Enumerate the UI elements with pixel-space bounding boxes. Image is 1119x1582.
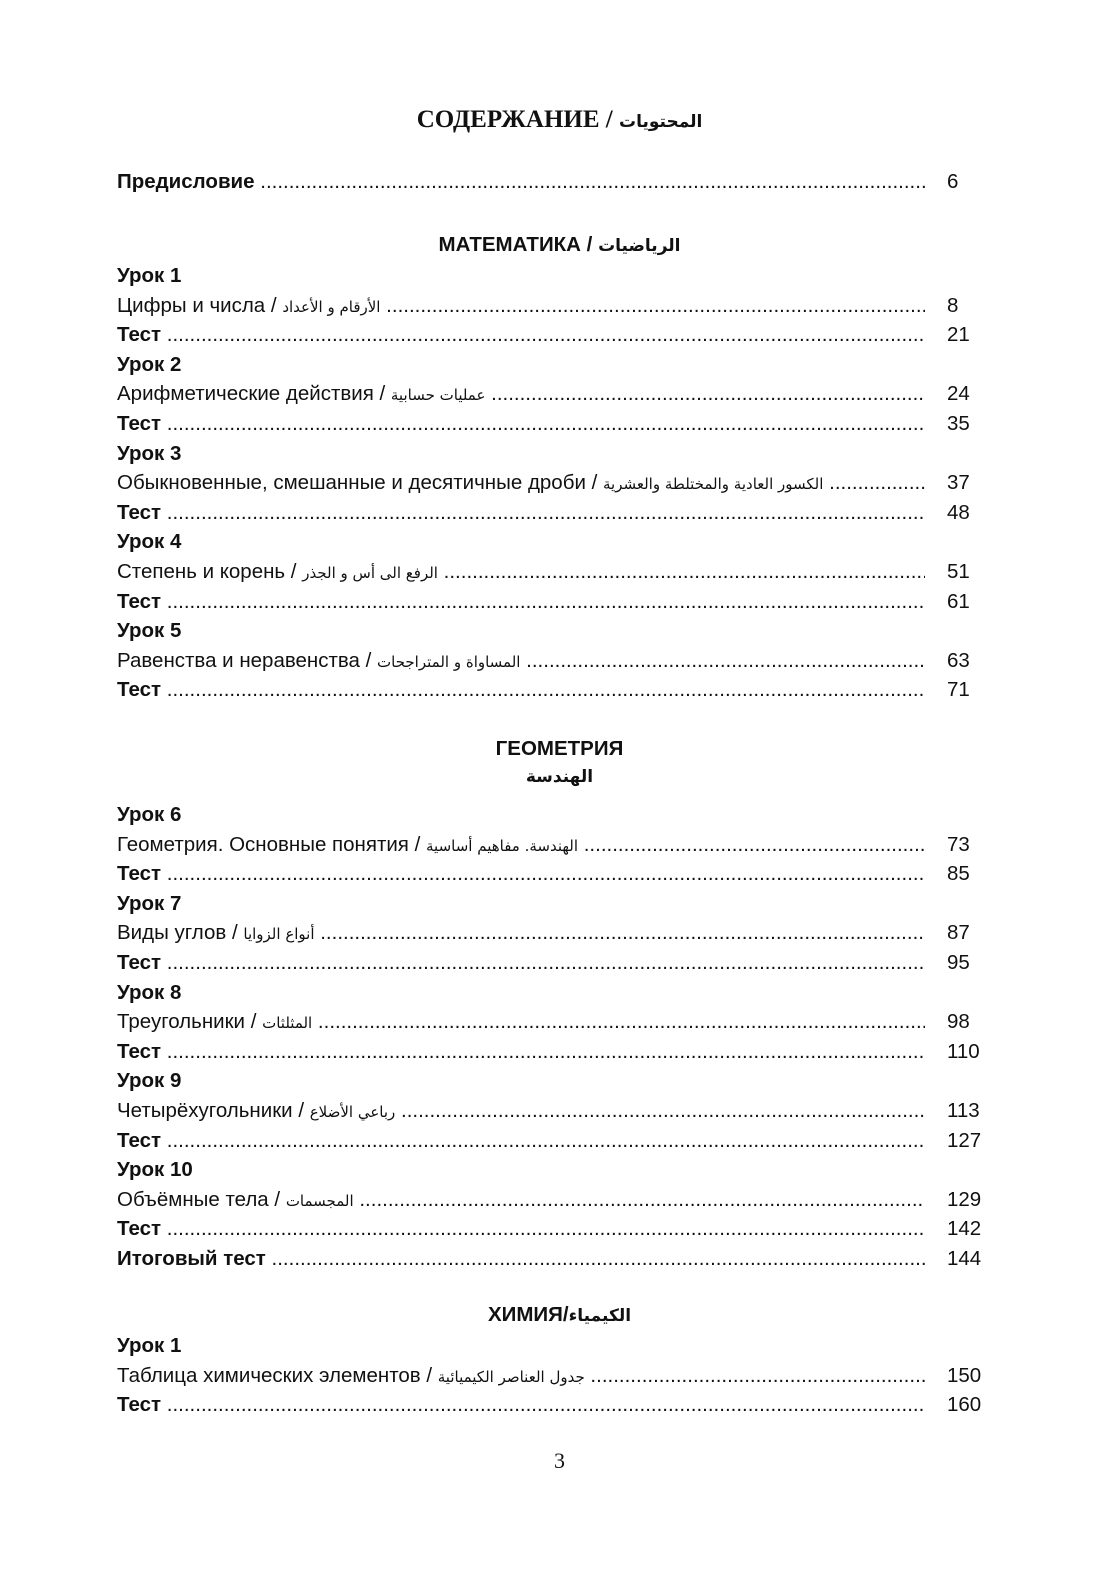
lesson-heading: Урок 8 — [117, 980, 182, 1004]
entry-page: 150 — [947, 1363, 982, 1387]
entry-label-ar: عمليات حسابية — [390, 386, 486, 405]
entry-page: 6 — [947, 170, 959, 193]
entry-label-ar: رباعي الأضلاع — [309, 1102, 396, 1121]
lesson-heading: Урок 6 — [117, 803, 182, 826]
lesson-heading: Урок 9 — [117, 1069, 182, 1093]
entry-page: 142 — [947, 1217, 982, 1241]
section-chemistry — [117, 1300, 987, 1420]
toc-entry-test[interactable] — [117, 1390, 987, 1420]
entry-page: 98 — [947, 1010, 970, 1034]
entry-label: Тест ..... — [117, 1390, 925, 1420]
entry-label: Тест ..... — [117, 409, 925, 439]
entry-page: 8 — [947, 293, 959, 317]
toc-entry-preface[interactable] — [117, 167, 987, 197]
toc-entry[interactable] — [117, 646, 987, 676]
entry-label-ar: المجسمات — [285, 1191, 354, 1210]
title-ru: СОДЕРЖАНИЕ / — [416, 106, 613, 133]
entry-page: 127 — [947, 1128, 982, 1152]
entry-label-ar: المثلثات — [262, 1014, 313, 1033]
entry-label-ru: Таблица химических элементов / — [117, 1363, 433, 1387]
entry-label: Предисловие ..... — [117, 167, 925, 197]
lesson-heading: Урок 5 — [117, 619, 182, 643]
section-heading-ar: الكيمياء — [568, 1306, 632, 1326]
page-number: 3 — [554, 1448, 565, 1473]
entry-label-ru: Объёмные тела / — [117, 1187, 281, 1211]
toc-entry-test[interactable] — [117, 1214, 987, 1244]
entry-page: 144 — [947, 1246, 982, 1270]
toc-entry-test[interactable] — [117, 1037, 987, 1067]
toc-entry-test[interactable] — [117, 859, 987, 889]
entry-label: Тест ..... — [117, 587, 925, 617]
entry-page: 85 — [947, 862, 970, 886]
entry-page: 160 — [947, 1393, 982, 1417]
page-title — [0, 106, 1119, 134]
entry-page: 21 — [947, 323, 970, 347]
toc-entry-test[interactable] — [117, 948, 987, 978]
entry-page: 63 — [947, 648, 970, 672]
toc-entry[interactable] — [117, 1185, 987, 1215]
section-math — [117, 230, 987, 705]
entry-label-ru: Четырёхугольники / — [117, 1098, 305, 1122]
lesson-heading: Урок 7 — [117, 891, 182, 915]
entry-label-ru: Треугольники / — [117, 1010, 257, 1034]
lesson-heading: Урок 3 — [117, 441, 182, 465]
entry-page: 113 — [947, 1098, 980, 1122]
entry-page: 48 — [947, 500, 970, 524]
entry-label — [117, 1185, 925, 1217]
entry-label — [117, 918, 925, 950]
entry-label: Тест ..... — [117, 1126, 925, 1156]
toc-entry[interactable] — [117, 291, 987, 321]
toc-entry-test[interactable] — [117, 1126, 987, 1156]
entry-page: 71 — [947, 678, 970, 702]
entry-page: 37 — [947, 471, 970, 495]
toc-entry-test[interactable] — [117, 409, 987, 439]
entry-label-ar: جدول العناصر الكيميائية — [437, 1367, 585, 1386]
toc-entry-test[interactable] — [117, 498, 987, 528]
entry-label — [117, 646, 925, 678]
entry-label: Тест ..... — [117, 1214, 925, 1244]
toc-entry-test[interactable] — [117, 587, 987, 617]
toc-entry[interactable] — [117, 1007, 987, 1037]
entry-page: 87 — [947, 921, 970, 945]
entry-label-ar: الكسور العادية والمختلطة والعشرية — [603, 475, 824, 494]
entry-label — [117, 379, 925, 411]
entry-label-ru: Геометрия. Основные понятия / — [117, 832, 421, 856]
lesson-heading: Урок 4 — [117, 530, 182, 554]
section-heading-ru: МАТЕМАТИКА / — [438, 233, 593, 256]
entry-label: Тест ..... — [117, 948, 925, 978]
entry-label — [117, 1096, 925, 1128]
entry-page: 51 — [947, 559, 970, 583]
entry-label-ru: Степень и корень / — [117, 559, 297, 583]
entry-page: 35 — [947, 411, 970, 435]
toc-entry[interactable] — [117, 918, 987, 948]
toc-entry-test[interactable] — [117, 675, 987, 705]
toc-entry[interactable] — [117, 1096, 987, 1126]
entry-label-ru: Виды углов / — [117, 921, 238, 945]
preface-block — [117, 167, 987, 197]
toc-entry-test[interactable] — [117, 320, 987, 350]
entry-page: 24 — [947, 382, 970, 406]
entry-label: Тест ..... — [117, 675, 925, 705]
entry-page: 129 — [947, 1187, 982, 1211]
entry-label — [117, 557, 925, 589]
lesson-heading: Урок 10 — [117, 1158, 193, 1182]
toc-entry-final-test[interactable] — [117, 1244, 987, 1274]
entry-label — [117, 830, 925, 862]
lesson-heading: Урок 2 — [117, 352, 182, 376]
toc-entry[interactable] — [117, 468, 987, 498]
toc-entry[interactable] — [117, 830, 987, 860]
entry-label-ru: Равенства и неравенства / — [117, 648, 372, 672]
entry-label-ru: Цифры и числа / — [117, 293, 277, 317]
entry-label: Тест ..... — [117, 498, 925, 528]
entry-label — [117, 468, 925, 500]
entry-page: 73 — [947, 832, 970, 856]
section-heading — [0, 734, 1119, 792]
entry-label: Тест ..... — [117, 859, 925, 889]
entry-label-ru: Обыкновенные, смешанные и десятичные дроби / — [117, 471, 598, 495]
title-ar: المحتويات — [619, 112, 703, 132]
entry-page: 95 — [947, 950, 970, 974]
entry-label: Итоговый тест ..... — [117, 1244, 925, 1274]
toc-entry[interactable] — [117, 379, 987, 409]
section-heading-ar: الرياضيات — [598, 236, 681, 256]
lesson-heading: Урок 1 — [117, 264, 182, 287]
section-heading — [0, 230, 1119, 261]
entry-label-ar: الرفع الى أس و الجذر — [302, 563, 438, 582]
toc-entry[interactable] — [117, 557, 987, 587]
entry-label — [117, 291, 925, 323]
section-geometry — [117, 734, 987, 1274]
entry-label-ar: المساواة و المتراجحات — [377, 652, 521, 671]
entry-label-ar: أنواع الزوايا — [243, 925, 315, 944]
toc-entry[interactable] — [117, 1361, 987, 1391]
entry-label — [117, 1007, 925, 1039]
entry-page: 110 — [947, 1039, 980, 1063]
section-heading-ru: ГЕОМЕТРИЯ — [495, 737, 624, 760]
entry-label-ru: Арифметические действия / — [117, 382, 386, 406]
section-heading — [0, 1300, 1119, 1331]
entry-label-ar: الأرقام و الأعداد — [282, 297, 381, 316]
entry-label — [117, 1361, 925, 1393]
entry-label: Тест ..... — [117, 320, 925, 350]
section-heading-ru: ХИМИЯ/ — [487, 1303, 569, 1326]
entry-page: 61 — [947, 589, 970, 613]
section-heading-ar: الهندسة — [525, 767, 594, 787]
entry-label-ar: الهندسة. مفاهيم أساسية — [426, 836, 579, 855]
lesson-heading: Урок 1 — [117, 1334, 182, 1357]
entry-label: Тест ..... — [117, 1037, 925, 1067]
